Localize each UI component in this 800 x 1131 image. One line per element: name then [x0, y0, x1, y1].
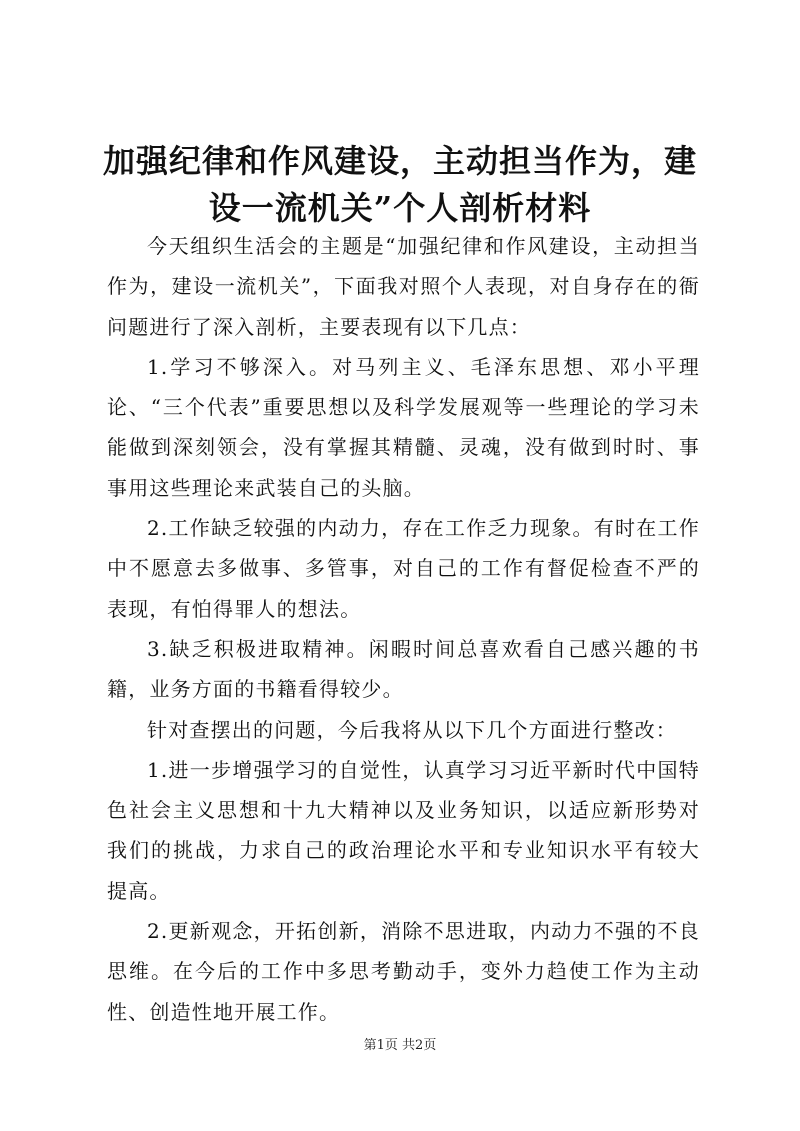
paragraph-problem-2: 2.工作缺乏较强的内动力，存在工作乏力现象。有时在工作中不愿意去多做事、多管事，对自己的工作有督促检查不严的表现，有怕得罪人的想法。 — [107, 516, 700, 621]
paragraph-rectification-1: 1.进一步增强学习的自觉性，认真学习习近平新时代中国特色社会主义思想和十九大精神以及业务知识，以适应新形势对我们的挑战，力求自己的政治理论水平和专业知识水平有较大提高。 — [107, 757, 700, 903]
document-title: 加强纪律和作风建设，主动担当作为，建设一流机关”个人剖析材料 — [102, 142, 697, 227]
paragraph-problem-3: 3.缺乏积极进取精神。闲暇时间总喜欢看自己感兴趣的书籍，业务方面的书籍看得较少。 — [107, 636, 700, 702]
paragraph-intro: 今天组织生活会的主题是“加强纪律和作风建设，主动担当作为，建设一流机关”，下面我对照个人表现，对自身存在的衙问题进行了深入剖析，主要表现有以下几点： — [107, 234, 700, 339]
paragraph-rectification-2: 2.更新观念，开拓创新，消除不思进取，内动力不强的不良思维。在今后的工作中多思考勤动手，变外力趋使工作为主动性、创造性地开展工作。 — [107, 919, 700, 1024]
paragraph-problem-1: 1.学习不够深入。对马列主义、毛泽东思想、邓小平理论、“三个代表”重要思想以及科学发展观等一些理论的学习未能做到深刻领会，没有掌握其精髓、灵魂，没有做到时时、事事用这些理论来武装自己的头脑。 — [107, 354, 700, 500]
paragraph-rectification-intro: 针对查摆出的问题，今后我将从以下几个方面进行整改： — [147, 717, 677, 742]
page-number-footer: 第1页 共2页 — [363, 1038, 437, 1053]
document-body — [107, 226, 700, 1032]
